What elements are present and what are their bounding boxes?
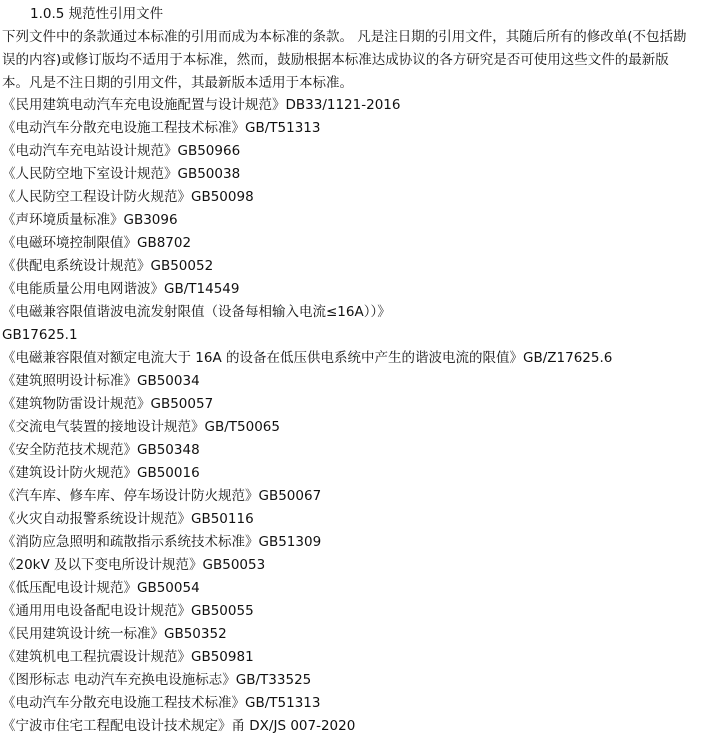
intro-line: 本。凡是不注日期的引用文件，其最新版本适用于本标准。 [2,75,353,91]
reference-item: 《电磁兼容限值谐波电流发射限值（设备每相输入电流≤16A））》 [2,304,391,320]
intro-line: 误的内容)或修订版均不适用于本标准，然而，鼓励根据本标准达成协议的各方研究是否可使用这些文件的最新版 [2,52,669,68]
reference-item: 《人民防空地下室设计规范》GB50038 [2,166,241,182]
reference-item: 《民用建筑设计统一标准》GB50352 [2,626,227,642]
reference-item: 《图形标志 电动汽车充换电设施标志》GB/T33525 [2,672,312,688]
reference-item: 《电动汽车分散充电设施工程技术标准》GB/T51313 [2,120,321,136]
reference-item: 《建筑机电工程抗震设计规范》GB50981 [2,649,254,665]
intro-paragraph [2,26,708,95]
reference-item: 《通用用电设备配电设计规范》GB50055 [2,603,254,619]
reference-item: 《消防应急照明和疏散指示系统技术标准》GB51309 [2,534,322,550]
reference-item: 《人民防空工程设计防火规范》GB50098 [2,189,254,205]
reference-item: 《电动汽车充电站设计规范》GB50966 [2,143,241,159]
reference-item: 《汽车库、修车库、停车场设计防火规范》GB50067 [2,488,322,504]
reference-item: 《建筑物防雷设计规范》GB50057 [2,396,214,412]
reference-item: 《火灾自动报警系统设计规范》GB50116 [2,511,254,527]
reference-item: 《电磁兼容限值对额定电流大于 16A 的设备在低压供电系统中产生的谐波电流的限值》GB/Z17625.6 [2,350,613,366]
section-heading: 1.0.5 规范性引用文件 [30,6,164,22]
reference-item-continuation: GB17625.1 [2,327,78,343]
reference-item: 《交流电气装置的接地设计规范》GB/T50065 [2,419,280,435]
reference-item: 《电动汽车分散充电设施工程技术标准》GB/T51313 [2,695,321,711]
reference-item: 《声环境质量标准》GB3096 [2,212,178,228]
reference-item: 《低压配电设计规范》GB50054 [2,580,200,596]
reference-item: 《建筑设计防火规范》GB50016 [2,465,200,481]
reference-item: 《供配电系统设计规范》GB50052 [2,258,214,274]
reference-item: 《电磁环境控制限值》GB8702 [2,235,192,251]
reference-item: 《20kV 及以下变电所设计规范》GB50053 [2,557,266,573]
reference-item: 《安全防范技术规范》GB50348 [2,442,200,458]
reference-list [2,94,708,738]
intro-line: 下列文件中的条款通过本标准的引用而成为本标准的条款。 凡是注日期的引用文件，其随后所有的修改单(不包括勘 [2,29,687,45]
reference-item: 《民用建筑电动汽车充电设施配置与设计规范》DB33/1121-2016 [2,97,401,113]
reference-item: 《建筑照明设计标准》GB50034 [2,373,200,389]
reference-item: 《电能质量公用电网谐波》GB/T14549 [2,281,240,297]
reference-item: 《宁波市住宅工程配电设计技术规定》甬 DX/JS 007-2020 [2,718,356,734]
